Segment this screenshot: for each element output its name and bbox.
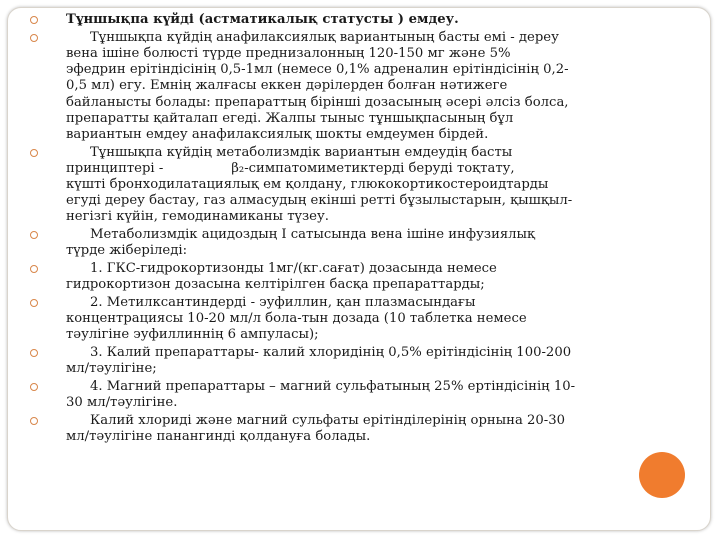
bullet-icon: [30, 349, 38, 357]
text-line: мл/тәулігіне панангинді қолдануға болады.: [66, 429, 371, 445]
text-line: вариантын емдеу анафилаксиялық шокты емдеумен бірдей.: [66, 126, 489, 142]
bullet-magnesium: [30, 379, 680, 411]
decorative-orange-circle: [639, 452, 685, 498]
text-line: вена ішіне болюсті түрде преднизалонның 120-150 мг және 5%: [66, 45, 511, 61]
text-line: Тұншықпа күйдің метаболизмдік вариантын емдеудің басты: [90, 144, 513, 160]
text-line: 1. ГКС-гидрокортизонды 1мг/(кг.сағат) дозасында немесе: [90, 261, 497, 277]
bullet-icon: [30, 417, 38, 425]
bullet-icon: [30, 16, 38, 24]
text-line: 4. Магний препараттары – магний сульфатының 25% ертіндісінің 10-: [90, 378, 576, 394]
bullet-metabolic: [30, 145, 680, 226]
text-line: Калий хлориді және магний сульфаты ерітінділерінің орнына 20-30: [90, 412, 566, 428]
text-line: байланысты болады: препараттың бірінші дозасының әсері әлсіз болса,: [66, 94, 569, 110]
text-line: 3. Калий препараттары- калий хлоридінің 0,5% ерітіндісінің 100-200: [90, 345, 572, 361]
bullet-panangin: [30, 413, 680, 445]
bullet-potassium: [30, 345, 680, 377]
slide-content: [30, 12, 680, 447]
bullet-icon: [30, 34, 38, 42]
bullet-anaphylactic: [30, 30, 680, 143]
text-line: [66, 161, 680, 177]
bullet-icon: [30, 383, 38, 391]
text-line: тәулігіне эуфиллиннің 6 ампуласы);: [66, 327, 319, 343]
slide-title: Тұншықпа күйді (астматикалық статусты ) емдеу.: [66, 12, 459, 27]
text-line: егуді дереу бастау, газ алмасудың екінші ретті бұзылыстарын, қышқыл-: [66, 193, 573, 209]
text-line: түрде жіберіледі:: [66, 243, 188, 259]
text-line: күшті бронходилатациялық ем қолдану, глюкокортикостероидтарды: [66, 177, 549, 193]
text-line: 2. Метилксантиндерді - эуфиллин, қан плазмасындағы: [90, 294, 476, 310]
text-line: 0,5 мл) егу. Емнің жалғасы еккен дәрілерден болған нәтижеге: [66, 78, 508, 94]
bullet-icon: [30, 265, 38, 273]
text-line: мл/тәулігіне;: [66, 361, 157, 377]
text-line: концентрациясы 10-20 мл/л бола-тын дозада (10 таблетка немесе: [66, 311, 527, 327]
bullet-icon: [30, 231, 38, 239]
text-line: Тұншықпа күйдің анафилаксиялық вариантының басты емі - дереу: [90, 29, 559, 45]
bullet-icon: [30, 299, 38, 307]
text-line: Метаболизмдік ацидоздың I сатысында вена ішіне инфузиялық: [90, 227, 536, 243]
bullet-methylxanthines: [30, 295, 680, 344]
bullet-gks: [30, 261, 680, 293]
text-line: негізгі күйін, гемодинамиканы түзеу.: [66, 209, 329, 225]
text-fragment: принциптері -: [66, 160, 164, 176]
bullet-title: [30, 12, 680, 28]
text-line: гидрокортизон дозасына келтірілген басқа препараттарды;: [66, 277, 485, 293]
bullet-icon: [30, 149, 38, 157]
text-fragment: β₂-симпатомиметиктерді беруді тоқтату,: [231, 160, 515, 176]
text-line: эфедрин ерітіндісінің 0,5-1мл (немесе 0,1% адреналин ерітіндісінің 0,2-: [66, 62, 569, 78]
text-line: 30 мл/тәулігіне.: [66, 395, 178, 411]
text-line: препаратты қайталап егеді. Жалпы тыныс тұншықпасының бұл: [66, 110, 514, 126]
bullet-acidosis: [30, 227, 680, 259]
